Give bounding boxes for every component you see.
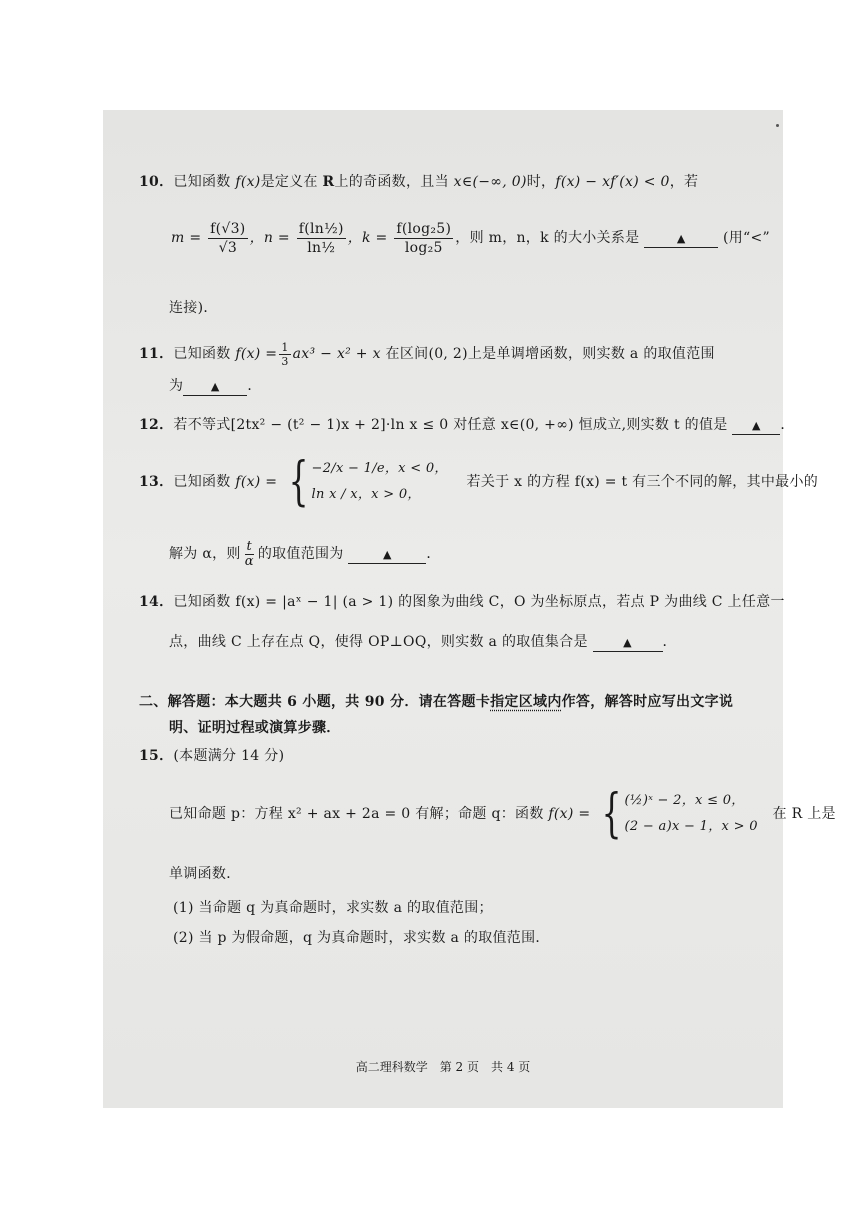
q13-line1: 13．已知函数 f(x) = { −2/x − 1/e，x < 0， ln x / x，x > 0， 若关于 x 的方程 f(x) = t 有三个不同的解，其中最小的: [139, 452, 819, 512]
q13-answer-blank[interactable]: ▲: [348, 547, 426, 564]
q10-number: 10．: [139, 174, 174, 190]
q12-line: 12．若不等式[2tx² − (t² − 1)x + 2]·ln x ≤ 0 对任意 x∈(0, +∞) 恒成立,则实数 t 的值是 ▲ ．: [139, 417, 795, 433]
q14-number: 14．: [139, 594, 174, 610]
q15-number: 15．: [139, 748, 174, 764]
m-fraction: $\frac{f(√3)}{√3}$: [210, 220, 246, 256]
q10-line2: m = $\frac{f(√3)}{√3}$ ，n = $\frac{\text{f(ln½)}}{\text{ln½}}$ ，k = $\frac{\text{f(log₂5)}}{\text{log₂5}}$ ，则 m，n，k 的大小关系是 ▲ (用“<”: [171, 220, 770, 256]
q13-line2: 解为 α，则 $\frac{t}{\alpha}$ 的取值范围为 ▲ ．: [169, 538, 441, 569]
q11-line1: 11．已知函数 f(x) = $\frac{1}{3}$ ax³ − x² + x 在区间(0, 2)上是单调增函数，则实数 a 的取值范围: [139, 340, 715, 368]
q12-number: 12．: [139, 417, 174, 433]
q14-answer-blank[interactable]: ▲: [593, 635, 663, 652]
q10-line1: 10．已知函数 f(x)是定义在 R上的奇函数，且当 x∈(−∞, 0)时，f(x) − xf′(x) < 0，若: [139, 174, 699, 190]
q13-case-1: −2/x − 1/e，x < 0，: [311, 461, 448, 476]
q13-piecewise: { −2/x − 1/e，x < 0， ln x / x，x > 0，: [288, 452, 448, 512]
q15-score: (本题满分 14 分): [173, 748, 285, 764]
q12-answer-blank[interactable]: ▲: [732, 418, 780, 435]
q11-line2: 为 ▲ ．: [169, 378, 262, 394]
q14-line2: 点，曲线 C 上存在点 Q，使得 OP⊥OQ，则实数 a 的取值集合是 ▲ ．: [169, 634, 677, 650]
n-fraction: $\frac{\text{f(ln½)}}{\text{ln½}}$: [298, 220, 344, 256]
q15-line1: 已知命题 p：方程 x² + ax + 2a = 0 有解；命题 q：函数 f(x) = { (½)ˣ − 2，x ≤ 0， (2 − a)x − 1，x > 0 在 R 上是: [169, 784, 836, 844]
q15-subquestion-1: (1) 当命题 q 为真命题时，求实数 a 的取值范围；: [173, 900, 493, 916]
q14-line1: 14．已知函数 f(x) = |aˣ − 1| (a > 1) 的图象为曲线 C，O 为坐标原点，若点 P 为曲线 C 上任意一: [139, 594, 785, 610]
q13-case-2: ln x / x，x > 0，: [311, 487, 421, 502]
q11-fraction: $\frac{1}{3}$: [281, 340, 289, 368]
exam-page: [103, 110, 836, 1108]
q15-piecewise: { (½)ˣ − 2，x ≤ 0， (2 − a)x − 1，x > 0: [601, 784, 758, 844]
q15-header: [139, 746, 284, 766]
q10-answer-blank[interactable]: ▲: [644, 231, 718, 248]
q11-answer-blank[interactable]: ▲: [183, 379, 247, 396]
q15-case-1: (½)ˣ − 2，x ≤ 0，: [624, 793, 745, 808]
q10-line3: 连接)．: [169, 300, 218, 316]
paper-speck: [776, 124, 779, 127]
q11-number: 11．: [139, 346, 174, 362]
q15-line2: 单调函数．: [169, 866, 241, 882]
q15-subquestion-2: (2) 当 p 为假命题，q 为真命题时，求实数 a 的取值范围．: [173, 930, 550, 946]
q13-fraction: $\frac{t}{\alpha}$: [244, 538, 254, 569]
q13-number: 13．: [139, 474, 174, 490]
section2-emphasis: 指定区域内: [490, 694, 562, 710]
q15-case-2: (2 − a)x − 1，x > 0: [624, 819, 758, 834]
k-fraction: $\frac{\text{f(log₂5)}}{\text{log₂5}}$: [396, 220, 452, 256]
section2-heading: 二、解答题：本大题共 6 小题，共 90 分．请在答题卡指定区域内作答，解答时应写出文字说: [139, 694, 734, 710]
section2-heading-line2: 明、证明过程或演算步骤．: [169, 720, 341, 736]
page-footer: 高二理科数学 第 2 页 共 4 页: [355, 1060, 531, 1074]
